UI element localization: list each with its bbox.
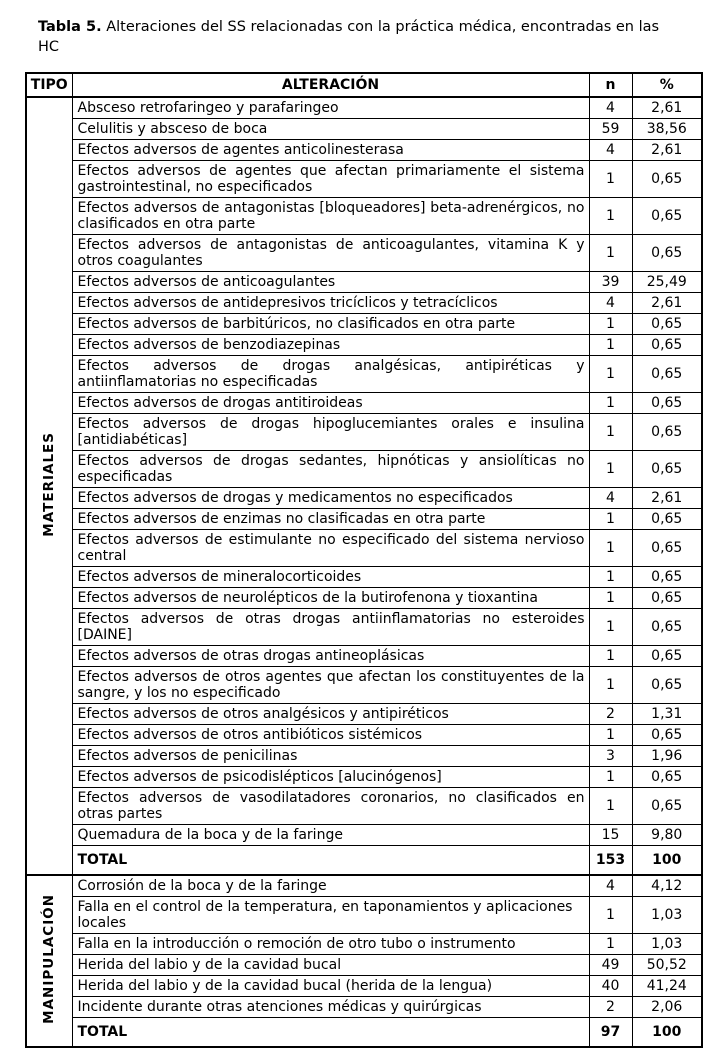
n-cell: 59 [589,119,632,140]
alteracion-cell: Efectos adversos de neurolépticos de la butirofenona y tioxantina [72,588,589,609]
table-row [26,897,702,934]
n-cell: 1 [589,767,632,788]
alteracion-cell: Herida del labio y de la cavidad bucal [72,955,589,976]
n-cell: 1 [589,509,632,530]
n-cell: 39 [589,272,632,293]
n-cell: 1 [589,646,632,667]
total-row [26,846,702,876]
n-cell: 1 [589,725,632,746]
alteracion-cell: Quemadura de la boca y de la faringe [72,825,589,846]
alteracion-cell: Efectos adversos de drogas hipoglucemiantes orales e insulina [antidiabéticas] [72,414,589,451]
pct-cell: 0,65 [632,609,702,646]
alteracion-cell: Efectos adversos de estimulante no especificado del sistema nervioso central [72,530,589,567]
pct-cell: 38,56 [632,119,702,140]
n-cell: 1 [589,934,632,955]
pct-cell: 0,65 [632,356,702,393]
alteracion-cell: Efectos adversos de barbitúricos, no clasificados en otra parte [72,314,589,335]
pct-cell: 0,65 [632,451,702,488]
n-cell: 4 [589,140,632,161]
pct-cell: 4,12 [632,875,702,897]
n-cell: 1 [589,451,632,488]
alteracion-cell: Efectos adversos de otras drogas antineoplásicas [72,646,589,667]
pct-cell: 2,61 [632,97,702,119]
pct-cell: 0,65 [632,788,702,825]
alteracion-cell: Falla en la introducción o remoción de otro tubo o instrumento [72,934,589,955]
total-row [26,1018,702,1048]
n-cell: 1 [589,161,632,198]
alteracion-cell: Falla en el control de la temperatura, en taponamientos y aplicaciones locales [72,897,589,934]
alteracion-cell: Efectos adversos de otros agentes que afectan los constituyentes de la sangre, y los no especificado [72,667,589,704]
pct-cell: 0,65 [632,161,702,198]
header-tipo: TIPO [26,73,72,97]
table-row [26,161,702,198]
n-cell: 1 [589,393,632,414]
table-row [26,451,702,488]
pct-cell: 1,96 [632,746,702,767]
n-cell: 15 [589,825,632,846]
tipo-group-cell [26,97,72,875]
alteracion-cell: Efectos adversos de agentes anticolinesterasa [72,140,589,161]
alteracion-cell: Efectos adversos de drogas analgésicas, antipiréticas y antiinflamatorias no especificadas [72,356,589,393]
table-row [26,667,702,704]
pct-cell: 0,65 [632,235,702,272]
alteracion-cell: Efectos adversos de otras drogas antiinflamatorias no esteroides [DAINE] [72,609,589,646]
n-cell: 1 [589,314,632,335]
alteracion-cell: Efectos adversos de benzodiazepinas [72,335,589,356]
table-row [26,646,702,667]
table-row [26,140,702,161]
pct-cell: 50,52 [632,955,702,976]
n-cell: 49 [589,955,632,976]
alteracion-cell: Herida del labio y de la cavidad bucal (herida de la lengua) [72,976,589,997]
header-row [26,73,702,97]
table-row [26,530,702,567]
alteracion-cell: Efectos adversos de mineralocorticoides [72,567,589,588]
alteracion-cell: Efectos adversos de vasodilatadores coronarios, no clasificados en otras partes [72,788,589,825]
pct-cell: 41,24 [632,976,702,997]
table-row [26,955,702,976]
n-cell: 1 [589,530,632,567]
n-cell: 1 [589,788,632,825]
pct-cell: 1,31 [632,704,702,725]
header-alteracion: ALTERACIÓN [72,73,589,97]
n-cell: 1 [589,335,632,356]
pct-cell: 0,65 [632,509,702,530]
alteracion-cell: Efectos adversos de agentes que afectan primariamente el sistema gastrointestinal, no especificados [72,161,589,198]
table-row [26,356,702,393]
table-row [26,934,702,955]
alteracion-cell: Efectos adversos de otros analgésicos y antipiréticos [72,704,589,725]
pct-cell: 2,61 [632,488,702,509]
table-row [26,119,702,140]
pct-cell: 100 [632,1018,702,1048]
tipo-group-label: MATERIALES [41,431,58,537]
table-row [26,235,702,272]
n-cell: 1 [589,198,632,235]
n-cell: 1 [589,588,632,609]
table-row [26,393,702,414]
pct-cell: 1,03 [632,897,702,934]
pct-cell: 0,65 [632,530,702,567]
table-row [26,767,702,788]
alteracion-cell: Efectos adversos de drogas sedantes, hipnóticas y ansiolíticas no especificadas [72,451,589,488]
alteracion-cell: Efectos adversos de anticoagulantes [72,272,589,293]
n-cell: 1 [589,667,632,704]
n-cell: 153 [589,846,632,876]
alteracion-cell: Efectos adversos de enzimas no clasificadas en otra parte [72,509,589,530]
table-row [26,198,702,235]
alteracion-cell: TOTAL [72,1018,589,1048]
table-row [26,704,702,725]
header-pct: % [632,73,702,97]
n-cell: 1 [589,356,632,393]
n-cell: 40 [589,976,632,997]
table-row [26,997,702,1018]
pct-cell: 0,65 [632,314,702,335]
table-row [26,588,702,609]
pct-cell: 0,65 [632,198,702,235]
alteracion-cell: Incidente durante otras atenciones médicas y quirúrgicas [72,997,589,1018]
table-row [26,567,702,588]
pct-cell: 0,65 [632,725,702,746]
table-row [26,825,702,846]
tipo-group-cell [26,875,72,1047]
table-row [26,725,702,746]
n-cell: 3 [589,746,632,767]
alteracion-cell: Efectos adversos de antagonistas de anticoagulantes, vitamina K y otros coagulantes [72,235,589,272]
pct-cell: 0,65 [632,667,702,704]
table-row [26,97,702,119]
n-cell: 97 [589,1018,632,1048]
n-cell: 2 [589,997,632,1018]
table-body [26,97,702,1047]
table-caption-label: Tabla 5. [38,19,102,35]
pct-cell: 2,61 [632,293,702,314]
n-cell: 1 [589,235,632,272]
table-row [26,746,702,767]
pct-cell: 2,61 [632,140,702,161]
n-cell: 1 [589,567,632,588]
alteracion-cell: Corrosión de la boca y de la faringe [72,875,589,897]
table-row [26,314,702,335]
pct-cell: 0,65 [632,414,702,451]
pct-cell: 0,65 [632,393,702,414]
table-row [26,293,702,314]
table-row [26,788,702,825]
n-cell: 1 [589,897,632,934]
table-row [26,414,702,451]
table-row [26,976,702,997]
pct-cell: 0,65 [632,767,702,788]
table-caption-text: Alteraciones del SS relacionadas con la práctica médica, encontradas en las HC [38,19,660,55]
alteracion-cell: Efectos adversos de drogas antitiroideas [72,393,589,414]
table-row [26,875,702,897]
pct-cell: 1,03 [632,934,702,955]
alteracion-cell: Efectos adversos de psicodislépticos [alucinógenos] [72,767,589,788]
pct-cell: 100 [632,846,702,876]
alteracion-cell: Celulitis y absceso de boca [72,119,589,140]
pct-cell: 0,65 [632,335,702,356]
pct-cell: 9,80 [632,825,702,846]
pct-cell: 0,65 [632,646,702,667]
n-cell: 4 [589,875,632,897]
pct-cell: 25,49 [632,272,702,293]
alteracion-cell: Efectos adversos de antidepresivos tricíclicos y tetracíclicos [72,293,589,314]
alteracion-cell: Efectos adversos de drogas y medicamentos no especificados [72,488,589,509]
n-cell: 1 [589,414,632,451]
pct-cell: 0,65 [632,567,702,588]
n-cell: 1 [589,609,632,646]
tipo-group-label: MANIPULACIÓN [41,894,58,1024]
alteracion-cell: TOTAL [72,846,589,876]
table-row [26,509,702,530]
pct-cell: 2,06 [632,997,702,1018]
alteracion-cell: Absceso retrofaringeo y parafaringeo [72,97,589,119]
table-row [26,335,702,356]
table-row [26,272,702,293]
alteracion-cell: Efectos adversos de otros antibióticos sistémicos [72,725,589,746]
header-n: n [589,73,632,97]
table-caption [0,0,718,57]
n-cell: 4 [589,293,632,314]
n-cell: 2 [589,704,632,725]
table-row [26,488,702,509]
alterations-table [25,72,703,1048]
n-cell: 4 [589,488,632,509]
n-cell: 4 [589,97,632,119]
alteracion-cell: Efectos adversos de penicilinas [72,746,589,767]
pct-cell: 0,65 [632,588,702,609]
table-row [26,609,702,646]
alteracion-cell: Efectos adversos de antagonistas [bloqueadores] beta-adrenérgicos, no clasificados en otra parte [72,198,589,235]
